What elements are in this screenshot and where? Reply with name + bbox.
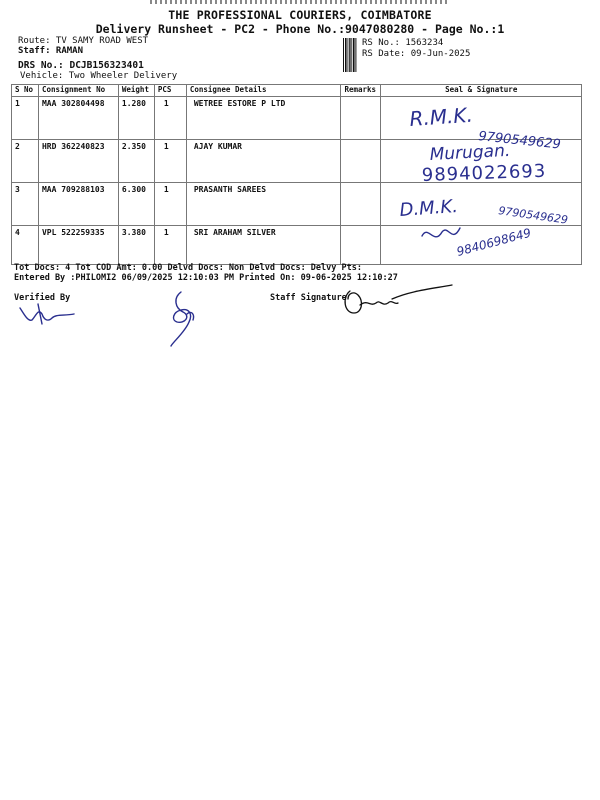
barcode xyxy=(343,38,357,72)
rs-date: RS Date: 09-Jun-2025 xyxy=(362,49,471,59)
cell-weight: 1.280 xyxy=(118,97,154,140)
cell-pcs: 1 xyxy=(154,140,186,183)
handwritten-phone-row2: 9894022693 xyxy=(421,160,547,186)
handwritten-name-row3: D.M.K. xyxy=(398,195,459,221)
staff-label: Staff: RAMAN xyxy=(18,46,84,56)
cell-remarks xyxy=(341,140,381,183)
cell-pcs: 1 xyxy=(154,183,186,226)
col-header-sno: S No xyxy=(12,85,39,97)
cell-consignment: MAA 709288103 xyxy=(38,183,118,226)
handwritten-phone-row4: 9840698649 xyxy=(455,225,533,259)
signature-scribble-row4 xyxy=(422,228,460,237)
cell-consignee: AJAY KUMAR xyxy=(186,140,341,183)
cell-consignee: SRI ARAHAM SILVER xyxy=(186,226,341,265)
cell-sno: 2 xyxy=(12,140,39,183)
staff-signature-label: Staff Signature xyxy=(270,293,347,303)
handwritten-phone-row1: 9790549629 xyxy=(477,129,562,153)
handwritten-name-row1: R.M.K. xyxy=(408,102,474,131)
cell-remarks xyxy=(341,183,381,226)
cell-remarks xyxy=(341,97,381,140)
cell-consignment: VPL 522259335 xyxy=(38,226,118,265)
table-header-row xyxy=(12,85,582,97)
cell-consignment: MAA 302804498 xyxy=(38,97,118,140)
cell-pcs: 1 xyxy=(154,226,186,265)
staff-signature xyxy=(340,283,460,323)
entered-by-line: Entered By :PHILOMI2 06/09/2025 12:10:03 PM Printed On: 09-06-2025 12:10:27 xyxy=(14,273,398,283)
handwritten-name-row2: Murugan. xyxy=(429,140,511,165)
cell-sno: 3 xyxy=(12,183,39,226)
cell-weight: 6.300 xyxy=(118,183,154,226)
cell-weight: 2.350 xyxy=(118,140,154,183)
cell-consignee: PRASANTH SAREES xyxy=(186,183,341,226)
rs-number: RS No.: 1563234 xyxy=(362,38,444,48)
col-header-signature: Seal & Signature xyxy=(381,85,582,97)
company-name: THE PROFESSIONAL COURIERS, COIMBATORE xyxy=(168,8,432,22)
drs-number: DRS No.: DCJB156323401 xyxy=(18,60,144,71)
cell-consignee: WETREE ESTORE P LTD xyxy=(186,97,341,140)
cell-consignment: HRD 362240823 xyxy=(38,140,118,183)
handwritten-phone-row3: 9790549629 xyxy=(497,204,569,227)
top-perforation xyxy=(150,0,450,4)
col-header-consignment: Consignment No xyxy=(38,85,118,97)
verified-by-label: Verified By xyxy=(14,293,71,303)
totals-line: Tot Docs: 4 Tot COD Amt: 0.00 Delvd Docs: Non Delvd Docs: Delvy Pts: xyxy=(14,263,362,273)
cell-sno: 4 xyxy=(12,226,39,265)
vehicle-label: Vehicle: Two Wheeler Delivery xyxy=(20,71,178,81)
cell-remarks xyxy=(341,226,381,265)
cell-weight: 3.380 xyxy=(118,226,154,265)
cell-pcs: 1 xyxy=(154,97,186,140)
handler-signature xyxy=(165,288,205,350)
col-header-weight: Weight xyxy=(118,85,154,97)
col-header-remarks: Remarks xyxy=(341,85,381,97)
col-header-consignee: Consignee Details xyxy=(186,85,341,97)
runsheet-title: Delivery Runsheet - PC2 - Phone No.:9047080280 - Page No.:1 xyxy=(95,22,505,36)
handwriting-layer xyxy=(400,96,600,266)
cell-sno: 1 xyxy=(12,97,39,140)
route-label: Route: TV SAMY ROAD WEST xyxy=(18,36,149,46)
verified-signature xyxy=(18,300,78,330)
col-header-pcs: PCS xyxy=(154,85,186,97)
